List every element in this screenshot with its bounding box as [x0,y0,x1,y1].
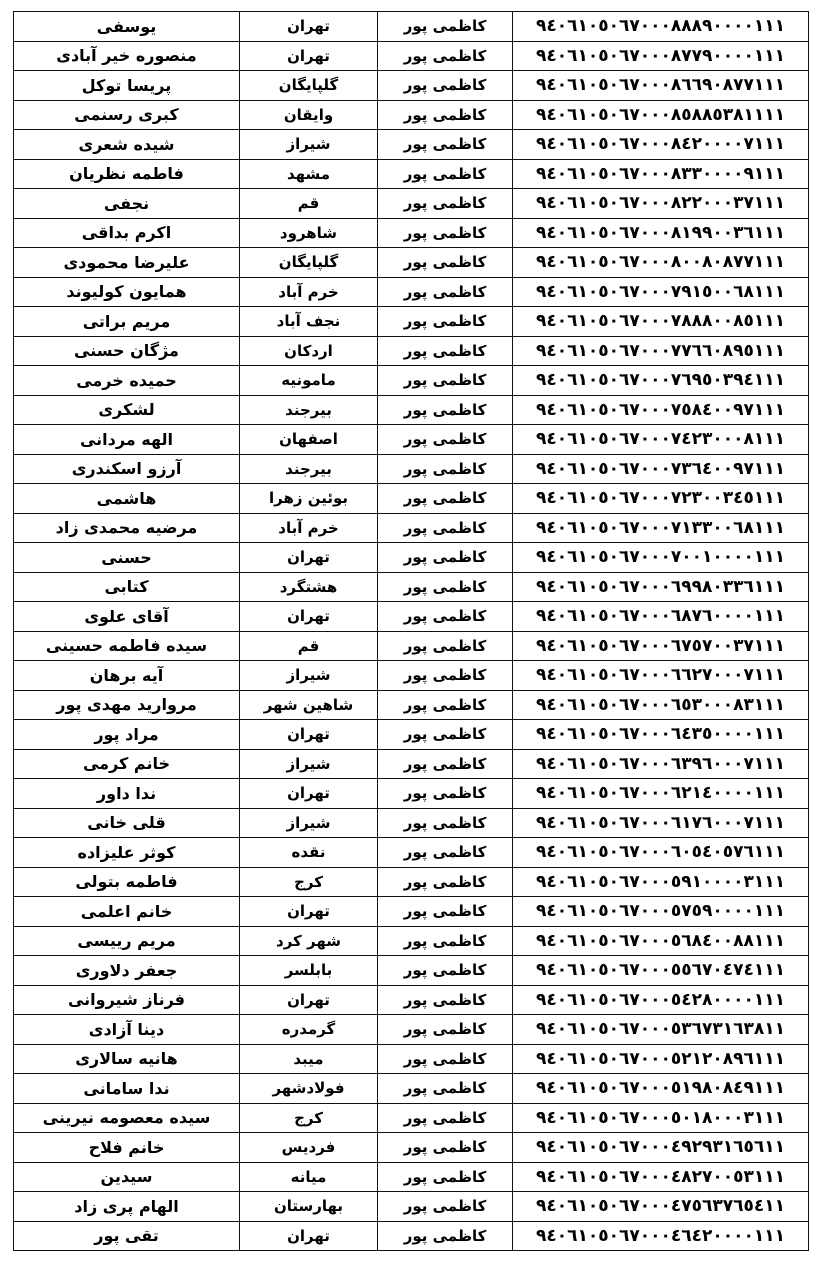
person-name-cell: مریم رییسی [14,926,240,956]
code-number-cell: ۹٤٠٦١٠٥٠٦٧٠٠٠٥٢١٢٠٨٩٦١١١ [513,1044,809,1074]
code-number-cell: ۹٤٠٦١٠٥٠٦٧٠٠٠٤٦٤٢٠٠٠٠١١١ [513,1221,809,1251]
person-name-cell: قلی خانی [14,808,240,838]
city-cell: نقده [240,838,378,868]
city-cell: تهران [240,543,378,573]
code-number-cell: ۹٤٠٦١٠٥٠٦٧٠٠٠٦٧٥٧٠٠٣٧١١١ [513,631,809,661]
code-number-cell: ۹٤٠٦١٠٥٠٦٧٠٠٠٧٧٦٦٠٨٩٥١١١ [513,336,809,366]
person-name-cell: سیده معصومه نیرینی [14,1103,240,1133]
code-number-cell: ۹٤٠٦١٠٥٠٦٧٠٠٠٦٨٧٦٠٠٠٠١١١ [513,602,809,632]
code-number-cell: ۹٤٠٦١٠٥٠٦٧٠٠٠٨٤٢٠٠٠٠٧١١١ [513,130,809,160]
surname-cell: کاظمی پور [378,543,513,573]
table-row [14,1162,809,1192]
person-name-cell: آرزو اسکندری [14,454,240,484]
city-cell: بهارستان [240,1192,378,1222]
surname-cell: کاظمی پور [378,985,513,1015]
table-row [14,690,809,720]
surname-cell: کاظمی پور [378,867,513,897]
surname-cell: کاظمی پور [378,71,513,101]
person-name-cell: منصوره خیر آبادی [14,41,240,71]
code-number-cell: ۹٤٠٦١٠٥٠٦٧٠٠٠٤٨٢٧٠٠٥٣١١١ [513,1162,809,1192]
city-cell: بابلسر [240,956,378,986]
person-name-cell: کوثر علیزاده [14,838,240,868]
surname-cell: کاظمی پور [378,159,513,189]
table-row [14,631,809,661]
person-name-cell: اکرم بداقی [14,218,240,248]
table-row [14,218,809,248]
person-name-cell: کبری رسنمی [14,100,240,130]
table-row [14,1133,809,1163]
code-number-cell: ۹٤٠٦١٠٥٠٦٧٠٠٠٥٤٢٨٠٠٠٠١١١ [513,985,809,1015]
city-cell: بیرجند [240,395,378,425]
surname-cell: کاظمی پور [378,395,513,425]
surname-cell: کاظمی پور [378,631,513,661]
code-number-cell: ۹٤٠٦١٠٥٠٦٧٠٠٠٦١٧٦٠٠٠٧١١١ [513,808,809,838]
city-cell: گلپایگان [240,248,378,278]
city-cell: تهران [240,41,378,71]
city-cell: فردیس [240,1133,378,1163]
code-number-cell: ۹٤٠٦١٠٥٠٦٧٠٠٠٨٠٠٨٠٨٧٧١١١ [513,248,809,278]
city-cell: شیراز [240,749,378,779]
table-row [14,336,809,366]
surname-cell: کاظمی پور [378,602,513,632]
code-number-cell: ۹٤٠٦١٠٥٠٦٧٠٠٠٨٧٧٩٠٠٠٠١١١ [513,41,809,71]
person-name-cell: فاطمه نظریان [14,159,240,189]
surname-cell: کاظمی پور [378,1044,513,1074]
code-number-cell: ۹٤٠٦١٠٥٠٦٧٠٠٠٦٠٥٤٠٥٧٦١١١ [513,838,809,868]
surname-cell: کاظمی پور [378,1133,513,1163]
person-name-cell: آیه برهان [14,661,240,691]
city-cell: میبد [240,1044,378,1074]
table-row [14,572,809,602]
code-number-cell: ۹٤٠٦١٠٥٠٦٧٠٠٠٥٦٨٤٠٠٨٨١١١ [513,926,809,956]
person-name-cell: شیده شعری [14,130,240,160]
code-number-cell: ۹٤٠٦١٠٥٠٦٧٠٠٠٧٢٣٠٠٣٤٥١١١ [513,484,809,514]
person-name-cell: مروارید مهدی پور [14,690,240,720]
city-cell: شهر کرد [240,926,378,956]
table-row [14,513,809,543]
surname-cell: کاظمی پور [378,720,513,750]
city-cell: وایقان [240,100,378,130]
table-row [14,307,809,337]
city-cell: شیراز [240,808,378,838]
city-cell: تهران [240,602,378,632]
table-row [14,543,809,573]
code-number-cell: ۹٤٠٦١٠٥٠٦٧٠٠٠٨٢٢٠٠٠٣٧١١١ [513,189,809,219]
person-name-cell: خانم کرمی [14,749,240,779]
person-name-cell: تقی پور [14,1221,240,1251]
person-name-cell: حسنی [14,543,240,573]
code-number-cell: ۹٤٠٦١٠٥٠٦٧٠٠٠٥٥٦٧٠٤٧٤١١١ [513,956,809,986]
city-cell: شاهرود [240,218,378,248]
surname-cell: کاظمی پور [378,956,513,986]
code-number-cell: ۹٤٠٦١٠٥٠٦٧٠٠٠٧٩١٥٠٠٦٨١١١ [513,277,809,307]
code-number-cell: ۹٤٠٦١٠٥٠٦٧٠٠٠٧٨٨٨٠٠٨٥١١١ [513,307,809,337]
surname-cell: کاظمی پور [378,218,513,248]
surname-cell: کاظمی پور [378,484,513,514]
code-number-cell: ۹٤٠٦١٠٥٠٦٧٠٠٠٧٤٢٣٠٠٠٨١١١ [513,425,809,455]
table-row [14,1221,809,1251]
person-name-cell: خانم اعلمی [14,897,240,927]
table-row [14,956,809,986]
surname-cell: کاظمی پور [378,897,513,927]
table-row [14,454,809,484]
table-row [14,897,809,927]
table-row [14,1015,809,1045]
surname-cell: کاظمی پور [378,366,513,396]
surname-cell: کاظمی پور [378,1192,513,1222]
city-cell: فولادشهر [240,1074,378,1104]
code-number-cell: ۹٤٠٦١٠٥٠٦٧٠٠٠٨٣٣٠٠٠٠٩١١١ [513,159,809,189]
code-number-cell: ۹٤٠٦١٠٥٠٦٧٠٠٠٥٩١٠٠٠٠٣١١١ [513,867,809,897]
city-cell: تهران [240,779,378,809]
city-cell: گرمدره [240,1015,378,1045]
table-row [14,12,809,42]
surname-cell: کاظمی پور [378,1162,513,1192]
person-name-cell: الهه مردانی [14,425,240,455]
person-name-cell: ندا داور [14,779,240,809]
person-name-cell: فاطمه بتولی [14,867,240,897]
code-number-cell: ۹٤٠٦١٠٥٠٦٧٠٠٠٧٠٠١٠٠٠٠١١١ [513,543,809,573]
person-name-cell: هاشمی [14,484,240,514]
surname-cell: کاظمی پور [378,513,513,543]
table-row [14,366,809,396]
surname-cell: کاظمی پور [378,336,513,366]
person-name-cell: خانم فلاح [14,1133,240,1163]
table-row [14,189,809,219]
surname-cell: کاظمی پور [378,1103,513,1133]
surname-cell: کاظمی پور [378,1074,513,1104]
code-number-cell: ۹٤٠٦١٠٥٠٦٧٠٠٠٥٣٦٧٣١٦٣٨١١ [513,1015,809,1045]
table-row [14,1044,809,1074]
surname-cell: کاظمی پور [378,41,513,71]
surname-cell: کاظمی پور [378,779,513,809]
surname-cell: کاظمی پور [378,454,513,484]
table-row [14,71,809,101]
code-number-cell: ۹٤٠٦١٠٥٠٦٧٠٠٠٤٩٢٩٣١٦٥٦١١ [513,1133,809,1163]
table-row [14,277,809,307]
table-row [14,749,809,779]
records-table-container [13,11,804,1251]
person-name-cell: فرناز شیروانی [14,985,240,1015]
surname-cell: کاظمی پور [378,926,513,956]
city-cell: تهران [240,12,378,42]
table-row [14,1192,809,1222]
city-cell: خرم آباد [240,513,378,543]
code-number-cell: ۹٤٠٦١٠٥٠٦٧٠٠٠٤٧٥٦٣٧٦٥٤١١ [513,1192,809,1222]
person-name-cell: ندا سامانی [14,1074,240,1104]
city-cell: خرم آباد [240,277,378,307]
table-row [14,484,809,514]
city-cell: نجف آباد [240,307,378,337]
city-cell: میانه [240,1162,378,1192]
surname-cell: کاظمی پور [378,425,513,455]
table-row [14,985,809,1015]
person-name-cell: سیدین [14,1162,240,1192]
person-name-cell: همایون کولیوند [14,277,240,307]
surname-cell: کاظمی پور [378,572,513,602]
surname-cell: کاظمی پور [378,661,513,691]
table-row [14,395,809,425]
city-cell: کرج [240,867,378,897]
city-cell: تهران [240,720,378,750]
person-name-cell: مرضیه محمدی زاد [14,513,240,543]
code-number-cell: ۹٤٠٦١٠٥٠٦٧٠٠٠٦٢١٤٠٠٠٠١١١ [513,779,809,809]
surname-cell: کاظمی پور [378,130,513,160]
code-number-cell: ۹٤٠٦١٠٥٠٦٧٠٠٠٨٦٦٩٠٨٧٧١١١ [513,71,809,101]
surname-cell: کاظمی پور [378,1221,513,1251]
code-number-cell: ۹٤٠٦١٠٥٠٦٧٠٠٠٨٨٨٩٠٠٠٠١١١ [513,12,809,42]
city-cell: گلپایگان [240,71,378,101]
city-cell: تهران [240,1221,378,1251]
surname-cell: کاظمی پور [378,749,513,779]
person-name-cell: مریم براتی [14,307,240,337]
city-cell: قم [240,189,378,219]
table-row [14,100,809,130]
surname-cell: کاظمی پور [378,307,513,337]
table-row [14,867,809,897]
code-number-cell: ۹٤٠٦١٠٥٠٦٧٠٠٠٥٠١٨٠٠٠٣١١١ [513,1103,809,1133]
table-row [14,425,809,455]
code-number-cell: ۹٤٠٦١٠٥٠٦٧٠٠٠٥٧٥٩٠٠٠٠١١١ [513,897,809,927]
code-number-cell: ۹٤٠٦١٠٥٠٦٧٠٠٠٦٤٣٥٠٠٠٠١١١ [513,720,809,750]
table-row [14,779,809,809]
table-row [14,130,809,160]
person-name-cell: دینا آزادی [14,1015,240,1045]
person-name-cell: علیرضا محمودی [14,248,240,278]
code-number-cell: ۹٤٠٦١٠٥٠٦٧٠٠٠٦٥٣٠٠٠٨٣١١١ [513,690,809,720]
code-number-cell: ۹٤٠٦١٠٥٠٦٧٠٠٠٥١٩٨٠٨٤٩١١١ [513,1074,809,1104]
person-name-cell: سیده فاطمه حسینی [14,631,240,661]
city-cell: بیرجند [240,454,378,484]
person-name-cell: آقای علوی [14,602,240,632]
city-cell: قم [240,631,378,661]
code-number-cell: ۹٤٠٦١٠٥٠٦٧٠٠٠٦٦٢٧٠٠٠٧١١١ [513,661,809,691]
records-table [13,11,809,1251]
city-cell: تهران [240,985,378,1015]
city-cell: اردکان [240,336,378,366]
person-name-cell: حمیده خرمی [14,366,240,396]
person-name-cell: لشکری [14,395,240,425]
surname-cell: کاظمی پور [378,277,513,307]
person-name-cell: جعفر دلاوری [14,956,240,986]
person-name-cell: پریسا توکل [14,71,240,101]
table-row [14,926,809,956]
surname-cell: کاظمی پور [378,248,513,278]
table-row [14,602,809,632]
surname-cell: کاظمی پور [378,12,513,42]
city-cell: شیراز [240,661,378,691]
table-row [14,248,809,278]
code-number-cell: ۹٤٠٦١٠٥٠٦٧٠٠٠٦٣٩٦٠٠٠٧١١١ [513,749,809,779]
city-cell: تهران [240,897,378,927]
code-number-cell: ۹٤٠٦١٠٥٠٦٧٠٠٠٨٥٨٨٥٣٨١١١١ [513,100,809,130]
code-number-cell: ۹٤٠٦١٠٥٠٦٧٠٠٠٧٣٦٤٠٠٩٧١١١ [513,454,809,484]
city-cell: کرج [240,1103,378,1133]
table-row [14,838,809,868]
code-number-cell: ۹٤٠٦١٠٥٠٦٧٠٠٠٧١٣٣٠٠٦٨١١١ [513,513,809,543]
surname-cell: کاظمی پور [378,690,513,720]
table-row [14,1074,809,1104]
surname-cell: کاظمی پور [378,100,513,130]
records-table-body [14,12,809,1251]
city-cell: شیراز [240,130,378,160]
city-cell: اصفهان [240,425,378,455]
city-cell: مامونیه [240,366,378,396]
code-number-cell: ۹٤٠٦١٠٥٠٦٧٠٠٠٧٥٨٤٠٠٩٧١١١ [513,395,809,425]
city-cell: هشتگرد [240,572,378,602]
code-number-cell: ۹٤٠٦١٠٥٠٦٧٠٠٠٨١٩٩٠٠٣٦١١١ [513,218,809,248]
person-name-cell: یوسفی [14,12,240,42]
person-name-cell: الهام پری زاد [14,1192,240,1222]
person-name-cell: هانیه سالاری [14,1044,240,1074]
person-name-cell: کتابی [14,572,240,602]
table-row [14,41,809,71]
code-number-cell: ۹٤٠٦١٠٥٠٦٧٠٠٠٧٦٩٥٠٣٩٤١١١ [513,366,809,396]
surname-cell: کاظمی پور [378,808,513,838]
surname-cell: کاظمی پور [378,838,513,868]
surname-cell: کاظمی پور [378,1015,513,1045]
table-row [14,159,809,189]
code-number-cell: ۹٤٠٦١٠٥٠٦٧٠٠٠٦٩٩٨٠٣٣٦١١١ [513,572,809,602]
city-cell: شاهین شهر [240,690,378,720]
table-row [14,661,809,691]
city-cell: بوئین زهرا [240,484,378,514]
person-name-cell: مراد پور [14,720,240,750]
table-row [14,808,809,838]
table-row [14,1103,809,1133]
person-name-cell: مژگان حسنی [14,336,240,366]
city-cell: مشهد [240,159,378,189]
person-name-cell: نجفی [14,189,240,219]
table-row [14,720,809,750]
surname-cell: کاظمی پور [378,189,513,219]
